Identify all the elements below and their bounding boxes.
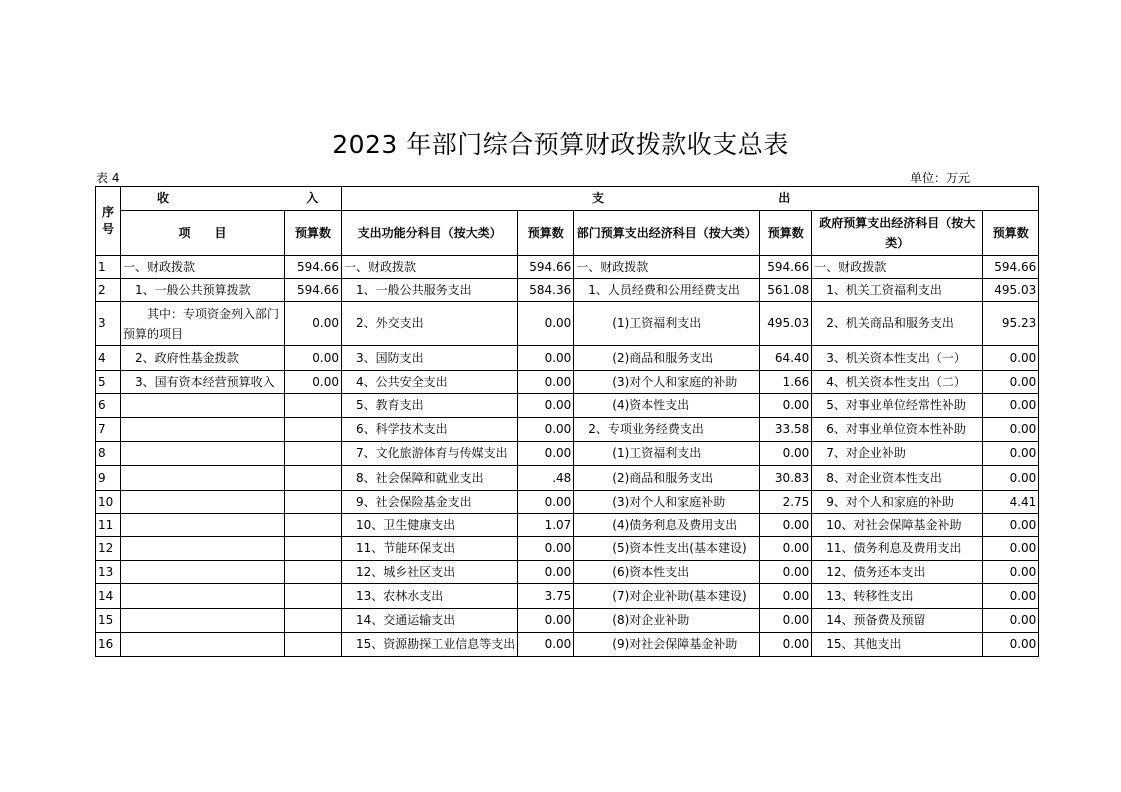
row-dept-subject: (3)对个人和家庭的补助 xyxy=(574,371,760,394)
table-row xyxy=(96,561,1039,584)
row-func-subject: 11、节能环保支出 xyxy=(342,537,518,561)
table-row xyxy=(96,302,1039,346)
row-item xyxy=(121,466,285,491)
table-row xyxy=(96,491,1039,514)
row-gov-budget: 0.00 xyxy=(983,633,1039,657)
row-dept-budget: 0.00 xyxy=(760,394,812,418)
row-item xyxy=(121,584,285,609)
header-budget-4: 预算数 xyxy=(983,211,1039,256)
row-func-subject: 3、国防支出 xyxy=(342,346,518,371)
row-gov-budget: 0.00 xyxy=(983,609,1039,633)
row-gov-budget: 495.03 xyxy=(983,279,1039,302)
row-func-subject: 4、公共安全支出 xyxy=(342,371,518,394)
row-dept-subject: 一、财政拨款 xyxy=(574,256,760,279)
row-dept-budget: 30.83 xyxy=(760,466,812,491)
row-dept-budget: 0.00 xyxy=(760,442,812,466)
row-dept-subject: (6)资本性支出 xyxy=(574,561,760,584)
row-income-budget xyxy=(285,584,342,609)
table-row xyxy=(96,633,1039,657)
row-gov-subject: 15、其他支出 xyxy=(812,633,983,657)
row-dept-subject: 2、专项业务经费支出 xyxy=(574,418,760,442)
row-dept-subject: (3)对个人和家庭补助 xyxy=(574,491,760,514)
row-gov-budget: 0.00 xyxy=(983,346,1039,371)
row-func-budget: 1.07 xyxy=(518,514,574,537)
row-gov-budget: 0.00 xyxy=(983,466,1039,491)
row-dept-subject: (2)商品和服务支出 xyxy=(574,346,760,371)
header-budget-1: 预算数 xyxy=(285,211,342,256)
table-row xyxy=(96,418,1039,442)
header-expense-right: 出 xyxy=(778,191,791,205)
table-row xyxy=(96,466,1039,491)
row-gov-budget: 0.00 xyxy=(983,561,1039,584)
row-gov-subject: 8、对企业资本性支出 xyxy=(812,466,983,491)
row-income-budget xyxy=(285,466,342,491)
row-income-budget xyxy=(285,491,342,514)
row-seq: 11 xyxy=(96,514,121,537)
row-dept-subject: (4)债务利息及费用支出 xyxy=(574,514,760,537)
row-item: 2、政府性基金拨款 xyxy=(121,346,285,371)
row-func-budget: 0.00 xyxy=(518,371,574,394)
row-seq: 14 xyxy=(96,584,121,609)
row-func-subject: 13、农林水支出 xyxy=(342,584,518,609)
row-seq: 10 xyxy=(96,491,121,514)
row-seq: 16 xyxy=(96,633,121,657)
row-gov-subject: 一、财政拨款 xyxy=(812,256,983,279)
row-func-subject: 10、卫生健康支出 xyxy=(342,514,518,537)
row-dept-subject: 1、人员经费和公用经费支出 xyxy=(574,279,760,302)
header-expense xyxy=(342,187,1039,211)
row-dept-subject: (1)工资福利支出 xyxy=(574,442,760,466)
row-gov-budget: 0.00 xyxy=(983,584,1039,609)
row-dept-budget: 0.00 xyxy=(760,633,812,657)
row-func-subject: 一、财政拨款 xyxy=(342,256,518,279)
header-budget-3: 预算数 xyxy=(760,211,812,256)
row-gov-budget: 0.00 xyxy=(983,442,1039,466)
table-row xyxy=(96,537,1039,561)
row-dept-subject: (5)资本性支出(基本建设) xyxy=(574,537,760,561)
header-dept-econ: 部门预算支出经济科目（按大类） xyxy=(574,211,760,256)
row-seq: 12 xyxy=(96,537,121,561)
row-dept-subject: (8)对企业补助 xyxy=(574,609,760,633)
page-title: 2023 年部门综合预算财政拨款收支总表 xyxy=(332,130,789,159)
row-gov-subject: 3、机关资本性支出（一） xyxy=(812,346,983,371)
row-item: 其中：专项资金列入部门预算的项目 xyxy=(121,302,285,346)
row-income-budget xyxy=(285,537,342,561)
row-func-subject: 15、资源勘探工业信息等支出 xyxy=(342,633,518,657)
row-gov-subject: 12、债务还本支出 xyxy=(812,561,983,584)
row-seq: 9 xyxy=(96,466,121,491)
header-expense-left: 支 xyxy=(592,191,605,205)
row-func-budget: 584.36 xyxy=(518,279,574,302)
row-item xyxy=(121,633,285,657)
header-income xyxy=(121,187,342,211)
row-dept-budget: 0.00 xyxy=(760,584,812,609)
row-item xyxy=(121,394,285,418)
row-dept-budget: 0.00 xyxy=(760,537,812,561)
row-dept-budget: 495.03 xyxy=(760,302,812,346)
row-func-budget: 0.00 xyxy=(518,537,574,561)
header-seq: 序号 xyxy=(96,187,121,256)
row-item: 3、国有资本经营预算收入 xyxy=(121,371,285,394)
row-func-budget: 0.00 xyxy=(518,302,574,346)
table-row xyxy=(96,346,1039,371)
row-item xyxy=(121,418,285,442)
row-dept-budget: 0.00 xyxy=(760,561,812,584)
row-gov-subject: 7、对企业补助 xyxy=(812,442,983,466)
header-income-right: 入 xyxy=(306,191,319,205)
row-func-budget: 594.66 xyxy=(518,256,574,279)
row-gov-budget: 0.00 xyxy=(983,371,1039,394)
row-income-budget: 0.00 xyxy=(285,371,342,394)
row-income-budget xyxy=(285,609,342,633)
row-gov-budget: 4.41 xyxy=(983,491,1039,514)
row-dept-budget: 2.75 xyxy=(760,491,812,514)
row-func-subject: 5、教育支出 xyxy=(342,394,518,418)
row-dept-subject: (2)商品和服务支出 xyxy=(574,466,760,491)
row-income-budget: 594.66 xyxy=(285,279,342,302)
row-income-budget xyxy=(285,442,342,466)
row-dept-subject: (7)对企业补助(基本建设) xyxy=(574,584,760,609)
row-income-budget xyxy=(285,514,342,537)
row-func-subject: 6、科学技术支出 xyxy=(342,418,518,442)
row-gov-subject: 14、预备费及预留 xyxy=(812,609,983,633)
row-func-subject: 2、外交支出 xyxy=(342,302,518,346)
header-func-class: 支出功能分科目（按大类） xyxy=(342,211,518,256)
row-func-budget: 0.00 xyxy=(518,418,574,442)
row-func-subject: 14、交通运输支出 xyxy=(342,609,518,633)
row-dept-budget: 594.66 xyxy=(760,256,812,279)
row-item xyxy=(121,514,285,537)
header-budget-2: 预算数 xyxy=(518,211,574,256)
row-func-budget: 0.00 xyxy=(518,491,574,514)
row-dept-budget: 1.66 xyxy=(760,371,812,394)
row-dept-budget: 64.40 xyxy=(760,346,812,371)
row-seq: 7 xyxy=(96,418,121,442)
row-seq: 8 xyxy=(96,442,121,466)
row-item xyxy=(121,491,285,514)
row-gov-subject: 4、机关资本性支出（二） xyxy=(812,371,983,394)
row-gov-subject: 9、对个人和家庭的补助 xyxy=(812,491,983,514)
row-gov-subject: 5、对事业单位经常性补助 xyxy=(812,394,983,418)
row-income-budget: 0.00 xyxy=(285,302,342,346)
row-gov-budget: 0.00 xyxy=(983,537,1039,561)
row-func-budget: 0.00 xyxy=(518,442,574,466)
row-seq: 6 xyxy=(96,394,121,418)
row-income-budget: 594.66 xyxy=(285,256,342,279)
row-gov-budget: 594.66 xyxy=(983,256,1039,279)
header-income-left: 收 xyxy=(157,191,170,205)
budget-summary-table xyxy=(95,186,1039,657)
row-income-budget xyxy=(285,418,342,442)
row-dept-subject: (9)对社会保障基金补助 xyxy=(574,633,760,657)
header-gov-econ: 政府预算支出经济科目（按大类） xyxy=(812,211,983,256)
row-gov-budget: 0.00 xyxy=(983,418,1039,442)
row-func-budget: 0.00 xyxy=(518,609,574,633)
row-seq: 13 xyxy=(96,561,121,584)
row-item xyxy=(121,442,285,466)
row-dept-subject: (1)工资福利支出 xyxy=(574,302,760,346)
row-dept-budget: 0.00 xyxy=(760,514,812,537)
table-number: 表 4 xyxy=(96,171,120,185)
row-func-budget: 0.00 xyxy=(518,633,574,657)
row-item: 一、财政拨款 xyxy=(121,256,285,279)
row-seq: 15 xyxy=(96,609,121,633)
row-seq: 4 xyxy=(96,346,121,371)
row-func-budget: 0.00 xyxy=(518,394,574,418)
table-row xyxy=(96,514,1039,537)
table-row xyxy=(96,371,1039,394)
table-row xyxy=(96,256,1039,279)
row-dept-budget: 0.00 xyxy=(760,609,812,633)
row-dept-budget: 561.08 xyxy=(760,279,812,302)
row-func-subject: 1、一般公共服务支出 xyxy=(342,279,518,302)
row-income-budget xyxy=(285,633,342,657)
row-gov-subject: 6、对事业单位资本性补助 xyxy=(812,418,983,442)
row-item: 1、一般公共预算拨款 xyxy=(121,279,285,302)
row-gov-subject: 1、机关工资福利支出 xyxy=(812,279,983,302)
table-row xyxy=(96,279,1039,302)
row-func-budget: .48 xyxy=(518,466,574,491)
row-gov-subject: 2、机关商品和服务支出 xyxy=(812,302,983,346)
row-gov-budget: 0.00 xyxy=(983,394,1039,418)
row-seq: 2 xyxy=(96,279,121,302)
unit-label: 单位：万元 xyxy=(910,171,971,185)
row-gov-subject: 13、转移性支出 xyxy=(812,584,983,609)
row-func-subject: 7、文化旅游体育与传媒支出 xyxy=(342,442,518,466)
row-gov-subject: 11、债务利息及费用支出 xyxy=(812,537,983,561)
row-income-budget xyxy=(285,394,342,418)
row-gov-budget: 0.00 xyxy=(983,514,1039,537)
row-func-budget: 0.00 xyxy=(518,346,574,371)
row-seq: 5 xyxy=(96,371,121,394)
table-row xyxy=(96,394,1039,418)
row-func-subject: 9、社会保险基金支出 xyxy=(342,491,518,514)
row-income-budget xyxy=(285,561,342,584)
row-func-subject: 8、社会保障和就业支出 xyxy=(342,466,518,491)
row-seq: 3 xyxy=(96,302,121,346)
header-item: 项 目 xyxy=(121,211,285,256)
row-item xyxy=(121,561,285,584)
row-income-budget: 0.00 xyxy=(285,346,342,371)
row-gov-budget: 95.23 xyxy=(983,302,1039,346)
row-item xyxy=(121,537,285,561)
table-row xyxy=(96,609,1039,633)
row-item xyxy=(121,609,285,633)
row-seq: 1 xyxy=(96,256,121,279)
table-row xyxy=(96,584,1039,609)
row-func-budget: 0.00 xyxy=(518,561,574,584)
row-func-budget: 3.75 xyxy=(518,584,574,609)
table-row xyxy=(96,442,1039,466)
row-dept-subject: (4)资本性支出 xyxy=(574,394,760,418)
row-gov-subject: 10、对社会保障基金补助 xyxy=(812,514,983,537)
row-dept-budget: 33.58 xyxy=(760,418,812,442)
row-func-subject: 12、城乡社区支出 xyxy=(342,561,518,584)
